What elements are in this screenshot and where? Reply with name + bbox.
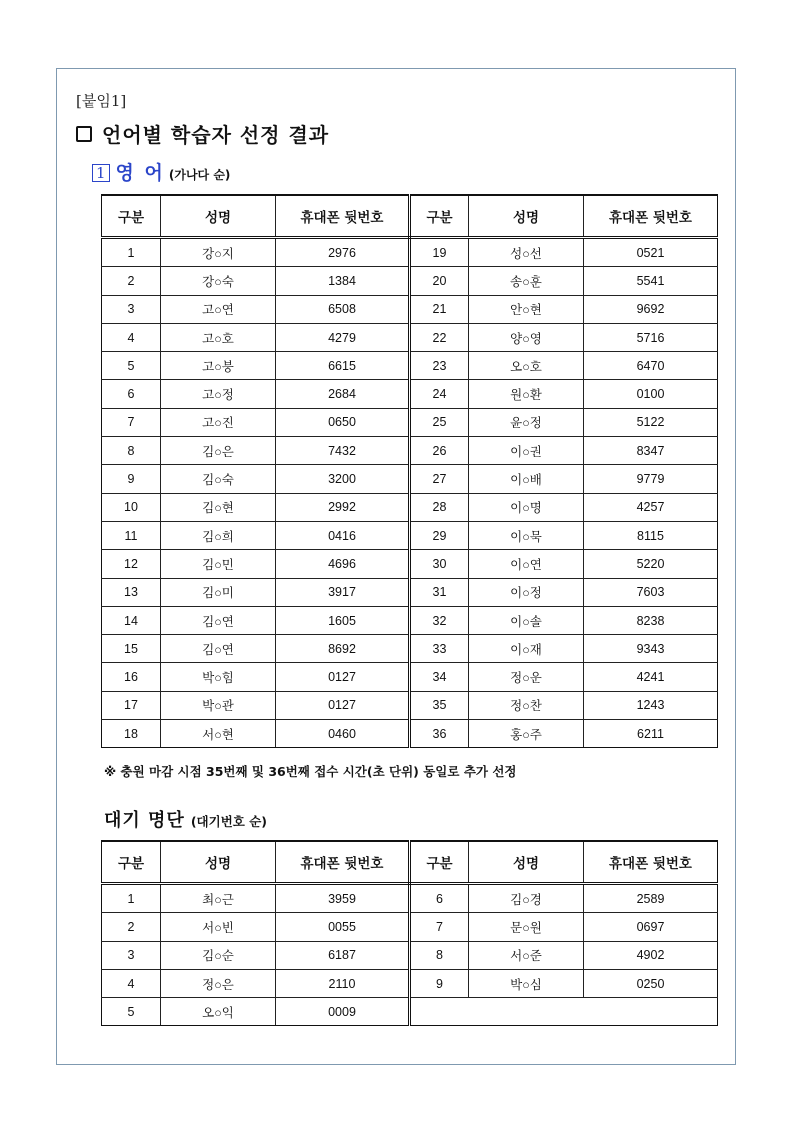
cell-phone-suffix: 8692 — [276, 635, 410, 663]
table-row — [102, 323, 718, 351]
column-header-no: 구분 — [102, 841, 161, 884]
cell-phone-suffix: 7603 — [584, 578, 718, 606]
cell-no: 23 — [410, 352, 469, 380]
cell-no: 24 — [410, 380, 469, 408]
cell-name: 서○현 — [161, 720, 276, 748]
empty-cell — [410, 998, 718, 1026]
waitlist-heading — [104, 806, 267, 832]
cell-phone-suffix: 2976 — [276, 238, 410, 267]
table-row — [102, 606, 718, 634]
cell-no: 10 — [102, 493, 161, 521]
cell-name: 김○연 — [161, 606, 276, 634]
cell-phone-suffix: 6211 — [584, 720, 718, 748]
cell-name: 양○영 — [469, 323, 584, 351]
cell-no: 3 — [102, 941, 161, 969]
cell-no: 3 — [102, 295, 161, 323]
cell-name: 문○원 — [469, 913, 584, 941]
cell-name: 고○연 — [161, 295, 276, 323]
cell-name: 이○묵 — [469, 521, 584, 549]
cell-phone-suffix: 6508 — [276, 295, 410, 323]
cell-no: 6 — [410, 884, 469, 913]
table-row — [102, 884, 718, 913]
column-header-name: 성명 — [469, 195, 584, 238]
cell-no: 16 — [102, 663, 161, 691]
table-row — [102, 408, 718, 436]
cell-no: 21 — [410, 295, 469, 323]
cell-phone-suffix: 3200 — [276, 465, 410, 493]
cell-phone-suffix: 1605 — [276, 606, 410, 634]
cell-phone-suffix: 0127 — [276, 691, 410, 719]
table-row — [102, 941, 718, 969]
cell-name: 안○현 — [469, 295, 584, 323]
cell-name: 박○힘 — [161, 663, 276, 691]
cell-name: 정○찬 — [469, 691, 584, 719]
cell-name: 이○배 — [469, 465, 584, 493]
section-english-title: 영 어 — [115, 162, 165, 184]
table-body — [102, 884, 718, 1026]
cell-name: 고○호 — [161, 323, 276, 351]
cell-name: 이○솔 — [469, 606, 584, 634]
table-row — [102, 998, 718, 1026]
cell-no: 5 — [102, 998, 161, 1026]
cell-no: 29 — [410, 521, 469, 549]
cell-no: 25 — [410, 408, 469, 436]
cell-phone-suffix: 0127 — [276, 663, 410, 691]
table-row — [102, 635, 718, 663]
cell-phone-suffix: 4241 — [584, 663, 718, 691]
cell-no: 7 — [410, 913, 469, 941]
cell-phone-suffix: 0697 — [584, 913, 718, 941]
cell-no: 20 — [410, 267, 469, 295]
cell-name: 송○훈 — [469, 267, 584, 295]
cell-phone-suffix: 0009 — [276, 998, 410, 1026]
cell-no: 35 — [410, 691, 469, 719]
cell-phone-suffix: 0055 — [276, 913, 410, 941]
cell-name: 고○정 — [161, 380, 276, 408]
footnote: ※ 충원 마감 시점 35번째 및 36번째 접수 시간(초 단위) 동일로 추가 선정 — [104, 764, 517, 779]
page-heading — [76, 119, 329, 148]
cell-name: 정○은 — [161, 969, 276, 997]
section-english-heading — [92, 158, 230, 185]
cell-phone-suffix: 2992 — [276, 493, 410, 521]
waitlist-title: 대기 명단 — [104, 810, 185, 831]
cell-phone-suffix: 9692 — [584, 295, 718, 323]
cell-no: 32 — [410, 606, 469, 634]
cell-name: 김○순 — [161, 941, 276, 969]
cell-name: 김○민 — [161, 550, 276, 578]
cell-no: 8 — [102, 437, 161, 465]
section-english-sort-note: (가나다 순) — [168, 168, 231, 182]
cell-phone-suffix: 6187 — [276, 941, 410, 969]
cell-no: 4 — [102, 969, 161, 997]
cell-name: 최○근 — [161, 884, 276, 913]
cell-phone-suffix: 8347 — [584, 437, 718, 465]
cell-no: 26 — [410, 437, 469, 465]
cell-no: 9 — [410, 969, 469, 997]
cell-no: 14 — [102, 606, 161, 634]
table-row — [102, 720, 718, 748]
column-header-no: 구분 — [102, 195, 161, 238]
table-row — [102, 663, 718, 691]
cell-phone-suffix: 4902 — [584, 941, 718, 969]
cell-name: 고○진 — [161, 408, 276, 436]
cell-name: 오○호 — [469, 352, 584, 380]
cell-phone-suffix: 2110 — [276, 969, 410, 997]
cell-phone-suffix: 2589 — [584, 884, 718, 913]
cell-no: 36 — [410, 720, 469, 748]
cell-name: 박○관 — [161, 691, 276, 719]
cell-no: 19 — [410, 238, 469, 267]
column-header-phone-suffix: 휴대폰 뒷번호 — [276, 195, 410, 238]
cell-no: 6 — [102, 380, 161, 408]
cell-phone-suffix: 0460 — [276, 720, 410, 748]
cell-phone-suffix: 6470 — [584, 352, 718, 380]
table-row — [102, 295, 718, 323]
waitlist-sort-note: (대기번호 순) — [190, 814, 267, 829]
waitlist-table — [101, 840, 718, 1026]
cell-phone-suffix: 5541 — [584, 267, 718, 295]
cell-phone-suffix: 0521 — [584, 238, 718, 267]
cell-no: 27 — [410, 465, 469, 493]
cell-name: 서○준 — [469, 941, 584, 969]
attachment-label: [붙임1] — [76, 92, 127, 110]
cell-name: 김○은 — [161, 437, 276, 465]
cell-phone-suffix: 2684 — [276, 380, 410, 408]
section-number-badge: 1 — [92, 164, 110, 182]
cell-name: 김○숙 — [161, 465, 276, 493]
table-row — [102, 380, 718, 408]
cell-no: 33 — [410, 635, 469, 663]
table-row — [102, 437, 718, 465]
table-row — [102, 691, 718, 719]
cell-phone-suffix: 4696 — [276, 550, 410, 578]
cell-phone-suffix: 4257 — [584, 493, 718, 521]
table-row — [102, 550, 718, 578]
cell-phone-suffix: 7432 — [276, 437, 410, 465]
english-selection-table — [101, 194, 718, 748]
cell-phone-suffix: 9779 — [584, 465, 718, 493]
cell-no: 30 — [410, 550, 469, 578]
cell-phone-suffix: 8238 — [584, 606, 718, 634]
column-header-name: 성명 — [161, 841, 276, 884]
cell-no: 18 — [102, 720, 161, 748]
table-row — [102, 493, 718, 521]
cell-phone-suffix: 5220 — [584, 550, 718, 578]
cell-name: 윤○정 — [469, 408, 584, 436]
cell-name: 이○재 — [469, 635, 584, 663]
table-header-row — [102, 195, 718, 238]
cell-name: 강○지 — [161, 238, 276, 267]
cell-name: 서○빈 — [161, 913, 276, 941]
cell-phone-suffix: 0650 — [276, 408, 410, 436]
cell-name: 김○연 — [161, 635, 276, 663]
cell-name: 김○경 — [469, 884, 584, 913]
cell-phone-suffix: 3959 — [276, 884, 410, 913]
table-row — [102, 578, 718, 606]
table-row — [102, 352, 718, 380]
cell-phone-suffix: 6615 — [276, 352, 410, 380]
cell-no: 9 — [102, 465, 161, 493]
cell-phone-suffix: 0100 — [584, 380, 718, 408]
cell-name: 김○미 — [161, 578, 276, 606]
cell-phone-suffix: 0416 — [276, 521, 410, 549]
cell-name: 이○정 — [469, 578, 584, 606]
column-header-name: 성명 — [161, 195, 276, 238]
table-header-row — [102, 841, 718, 884]
cell-phone-suffix: 4279 — [276, 323, 410, 351]
cell-no: 2 — [102, 267, 161, 295]
column-header-phone-suffix: 휴대폰 뒷번호 — [276, 841, 410, 884]
cell-no: 5 — [102, 352, 161, 380]
table-row — [102, 238, 718, 267]
cell-phone-suffix: 8115 — [584, 521, 718, 549]
cell-no: 28 — [410, 493, 469, 521]
cell-name: 원○환 — [469, 380, 584, 408]
column-header-phone-suffix: 휴대폰 뒷번호 — [584, 195, 718, 238]
cell-phone-suffix: 0250 — [584, 969, 718, 997]
cell-no: 34 — [410, 663, 469, 691]
cell-no: 1 — [102, 884, 161, 913]
cell-phone-suffix: 1384 — [276, 267, 410, 295]
page-title: 언어별 학습자 선정 결과 — [102, 123, 330, 147]
cell-name: 성○선 — [469, 238, 584, 267]
cell-no: 13 — [102, 578, 161, 606]
cell-name: 오○익 — [161, 998, 276, 1026]
column-header-no: 구분 — [410, 195, 469, 238]
column-header-phone-suffix: 휴대폰 뒷번호 — [584, 841, 718, 884]
column-header-name: 성명 — [469, 841, 584, 884]
cell-phone-suffix: 5716 — [584, 323, 718, 351]
cell-name: 김○현 — [161, 493, 276, 521]
cell-no: 22 — [410, 323, 469, 351]
table-row — [102, 913, 718, 941]
cell-name: 홍○주 — [469, 720, 584, 748]
cell-name: 고○붕 — [161, 352, 276, 380]
cell-phone-suffix: 3917 — [276, 578, 410, 606]
cell-no: 12 — [102, 550, 161, 578]
cell-no: 31 — [410, 578, 469, 606]
cell-name: 정○운 — [469, 663, 584, 691]
cell-name: 강○숙 — [161, 267, 276, 295]
column-header-no: 구분 — [410, 841, 469, 884]
cell-no: 15 — [102, 635, 161, 663]
table-row — [102, 969, 718, 997]
cell-phone-suffix: 9343 — [584, 635, 718, 663]
square-bullet-icon — [76, 126, 92, 142]
cell-name: 김○희 — [161, 521, 276, 549]
cell-no: 7 — [102, 408, 161, 436]
table-row — [102, 465, 718, 493]
cell-no: 8 — [410, 941, 469, 969]
cell-name: 이○연 — [469, 550, 584, 578]
table-row — [102, 521, 718, 549]
cell-no: 17 — [102, 691, 161, 719]
cell-name: 박○심 — [469, 969, 584, 997]
cell-no: 4 — [102, 323, 161, 351]
cell-no: 11 — [102, 521, 161, 549]
cell-no: 2 — [102, 913, 161, 941]
cell-no: 1 — [102, 238, 161, 267]
cell-name: 이○명 — [469, 493, 584, 521]
table-row — [102, 267, 718, 295]
cell-phone-suffix: 1243 — [584, 691, 718, 719]
table-body — [102, 238, 718, 748]
cell-phone-suffix: 5122 — [584, 408, 718, 436]
cell-name: 이○권 — [469, 437, 584, 465]
